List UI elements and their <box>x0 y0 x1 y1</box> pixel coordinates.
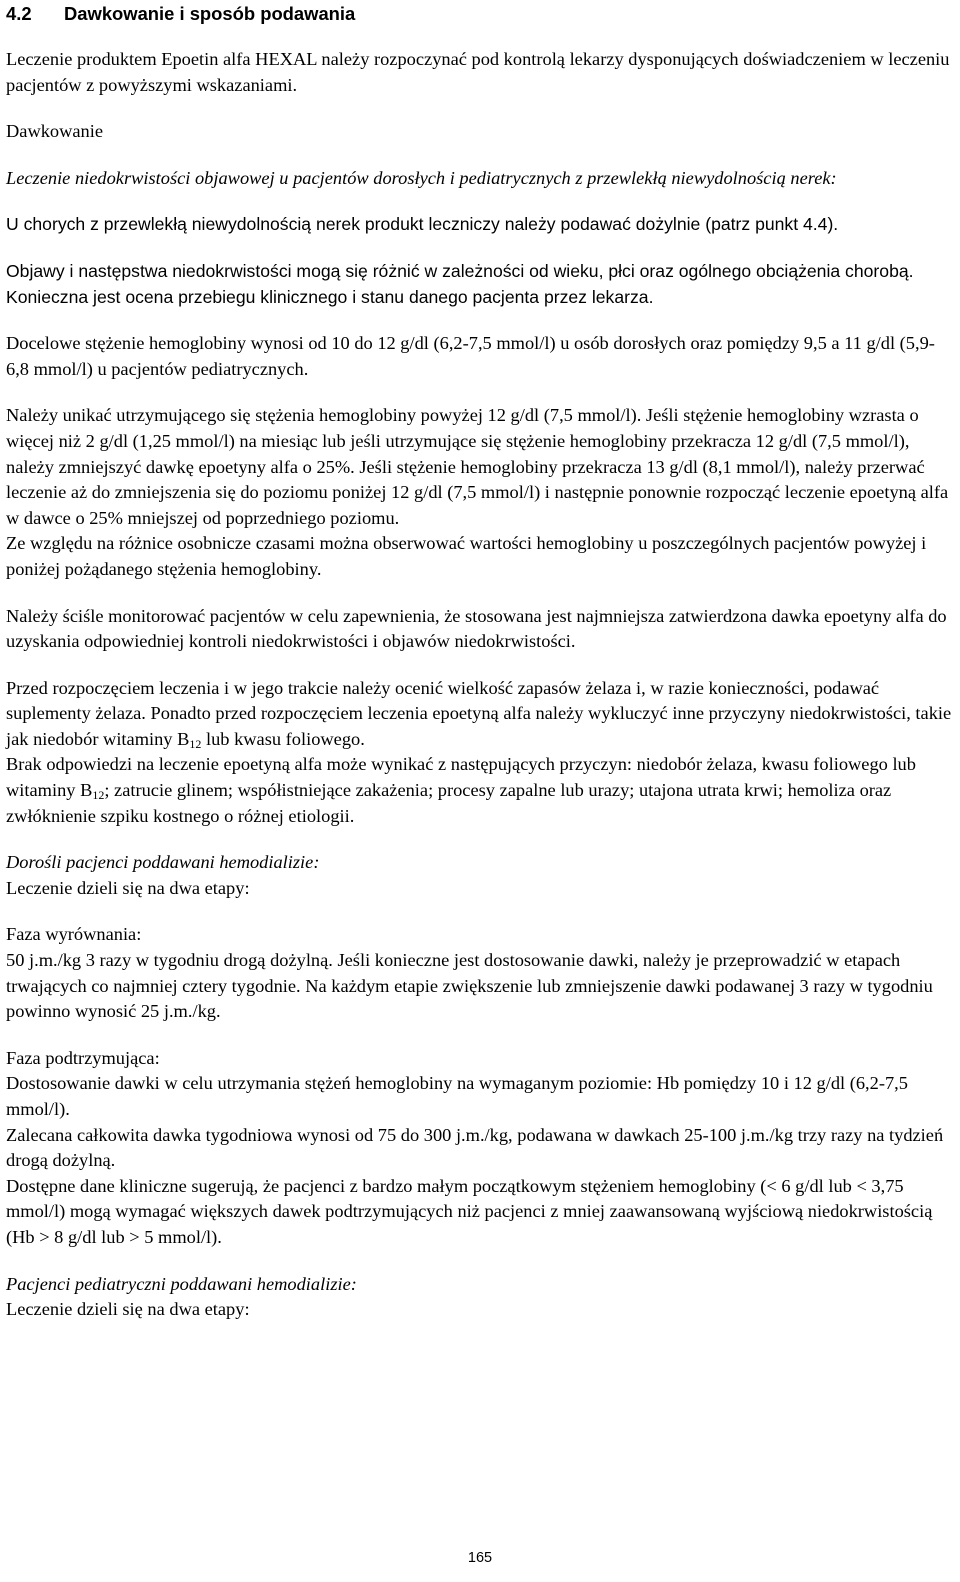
maintenance-line: Dostępne dane kliniczne sugerują, że pacjenci z bardzo małym początkowym stężeniem hemoglobiny (< 6 g/dl lub < 3,75 mmol/l) mogą wymagać większych dawek podtrzymujących niż pacjenci z mniej zaawansowaną wyjściową niedokrwistością (Hb > 8 g/dl lub > 5 mmol/l). <box>6 1175 933 1247</box>
adults-hd-heading: Dorośli pacjenci poddawani hemodializie: <box>6 852 320 873</box>
no-response-paragraph <box>6 752 952 829</box>
no-response-text-1: Brak odpowiedzi na leczenie epoetyną alfa może wynikać z następujących przyczyn: niedobór żelaza, kwasu foliowego lub witaminy B <box>6 754 916 801</box>
no-response-subscript: 12 <box>92 788 105 803</box>
iron-paragraph <box>6 676 952 753</box>
pediatric-hd-intro: Leczenie dzieli się na dwa etapy: <box>6 1299 250 1320</box>
intro-paragraph: Leczenie produktem Epoetin alfa HEXAL należy rozpoczynać pod kontrolą lekarzy dysponujących doświadczeniem w leczeniu pacjentów z powyższymi wskazaniami. <box>6 49 950 95</box>
correction-phase-heading: Faza wyrównania: <box>6 924 142 945</box>
avoid-hemoglobin-paragraph: Należy unikać utrzymującego się stężenia hemoglobiny powyżej 12 g/dl (7,5 mmol/l). Jeśli stężenie hemoglobiny wzrasta o więcej niż 2 g/dl (1,25 mmol/l) na miesiąc lub jeśli utrzymujące się stężenie hemoglobiny przekracza 12 g/dl (7,5 mmol/l), należy zmniejszyć dawkę epoetyny alfa o 25%. Jeśli stężenie hemoglobiny przekracza 13 g/dl (8,1 mmol/l), należy przerwać leczenie aż do zmniejszenia się do poziomu poniżej 12 g/dl (7,5 mmol/l) i następnie ponownie rozpocząć leczenie epoetyną alfa w dawce o 25% mniejszej od poprzedniego poziomu. <box>6 405 949 528</box>
pediatric-hd-heading: Pacjenci pediatryczni poddawani hemodializie: <box>6 1273 357 1294</box>
symptoms-text-b: Konieczna jest ocena przebiegu klinicznego i stanu danego pacjenta przez lekarza. <box>6 286 654 307</box>
iron-text-2: lub kwasu foliowego. <box>201 728 365 749</box>
symptoms-text-a: Objawy i następstwa niedokrwistości mogą się różnić w zależności od wieku, płci oraz ogólnego obciążenia chorobą. <box>6 260 914 281</box>
symptoms-paragraph <box>6 259 952 310</box>
maintenance-line: Dostosowanie dawki w celu utrzymania stężeń hemoglobiny na wymaganym poziomie: Hb pomiędzy 10 i 12 g/dl (6,2-7,5 mmol/l). <box>6 1073 908 1119</box>
iron-text-1: Przed rozpoczęciem leczenia i w jego trakcie należy ocenić wielkość zapasów żelaza i, w razie konieczności, podawać suplementy żelaza. Ponadto przed rozpoczęciem leczenia epoetyną alfa należy wykluczyć inne przyczyny niedokrwistości, takie jak niedobór witaminy B <box>6 677 952 749</box>
no-response-text-2: ; zatrucie glinem; współistniejące zakażenia; procesy zapalne lub urazy; utajona utrata krwi; hemoliza oraz zwłóknienie szpiku kostnego o różnej etiologii. <box>6 780 892 826</box>
iron-subscript-1: 12 <box>189 736 202 751</box>
section-title: Dawkowanie i sposób podawania <box>64 3 356 24</box>
target-hemoglobin-paragraph: Docelowe stężenie hemoglobiny wynosi od 10 do 12 g/dl (6,2-7,5 mmol/l) u osób dorosłych oraz pomiędzy 9,5 a 11 g/dl (5,9-6,8 mmol/l) u pacjentów pediatrycznych. <box>6 333 935 379</box>
section-number: 4.2 <box>6 3 32 24</box>
iv-administration-paragraph: U chorych z przewlekłą niewydolnością nerek produkt leczniczy należy podawać dożylnie (patrz punkt 4.4). <box>6 214 839 235</box>
document-page <box>6 0 952 1323</box>
correction-phase-text: 50 j.m./kg 3 razy w tygodniu drogą dożylną. Jeśli konieczne jest dostosowanie dawki, należy je przeprowadzić w etapach trwających co najmniej cztery tygodnie. Na każdym etapie zwiększenie lub zmniejszenie dawki podawanej 3 razy w tygodniu powinno wynosić 25 j.m./kg. <box>6 950 933 1022</box>
maintenance-phase-heading: Faza podtrzymująca: <box>6 1047 160 1068</box>
section-heading <box>6 0 952 27</box>
page-number: 165 <box>467 1550 493 1566</box>
variability-paragraph: Ze względu na różnice osobnicze czasami można obserwować wartości hemoglobiny u poszczególnych pacjentów powyżej i poniżej pożądanego stężenia hemoglobiny. <box>6 533 927 579</box>
maintenance-line: Zalecana całkowita dawka tygodniowa wynosi od 75 do 300 j.m./kg, podawana w dawkach 25-100 j.m./kg trzy razy na tydzień drogą dożylną. <box>6 1124 944 1171</box>
monitoring-paragraph: Należy ściśle monitorować pacjentów w celu zapewnienia, że stosowana jest najmniejsza zatwierdzona dawka epoetyny alfa do uzyskania odpowiedniej kontroli niedokrwistości i objawów niedokrwistości. <box>6 605 947 652</box>
adults-hd-intro: Leczenie dzieli się na dwa etapy: <box>6 877 250 898</box>
ckd-subheading: Leczenie niedokrwistości objawowej u pacjentów dorosłych i pediatrycznych z przewlekłą niewydolnością nerek: <box>6 167 837 188</box>
dosage-heading: Dawkowanie <box>6 121 104 142</box>
